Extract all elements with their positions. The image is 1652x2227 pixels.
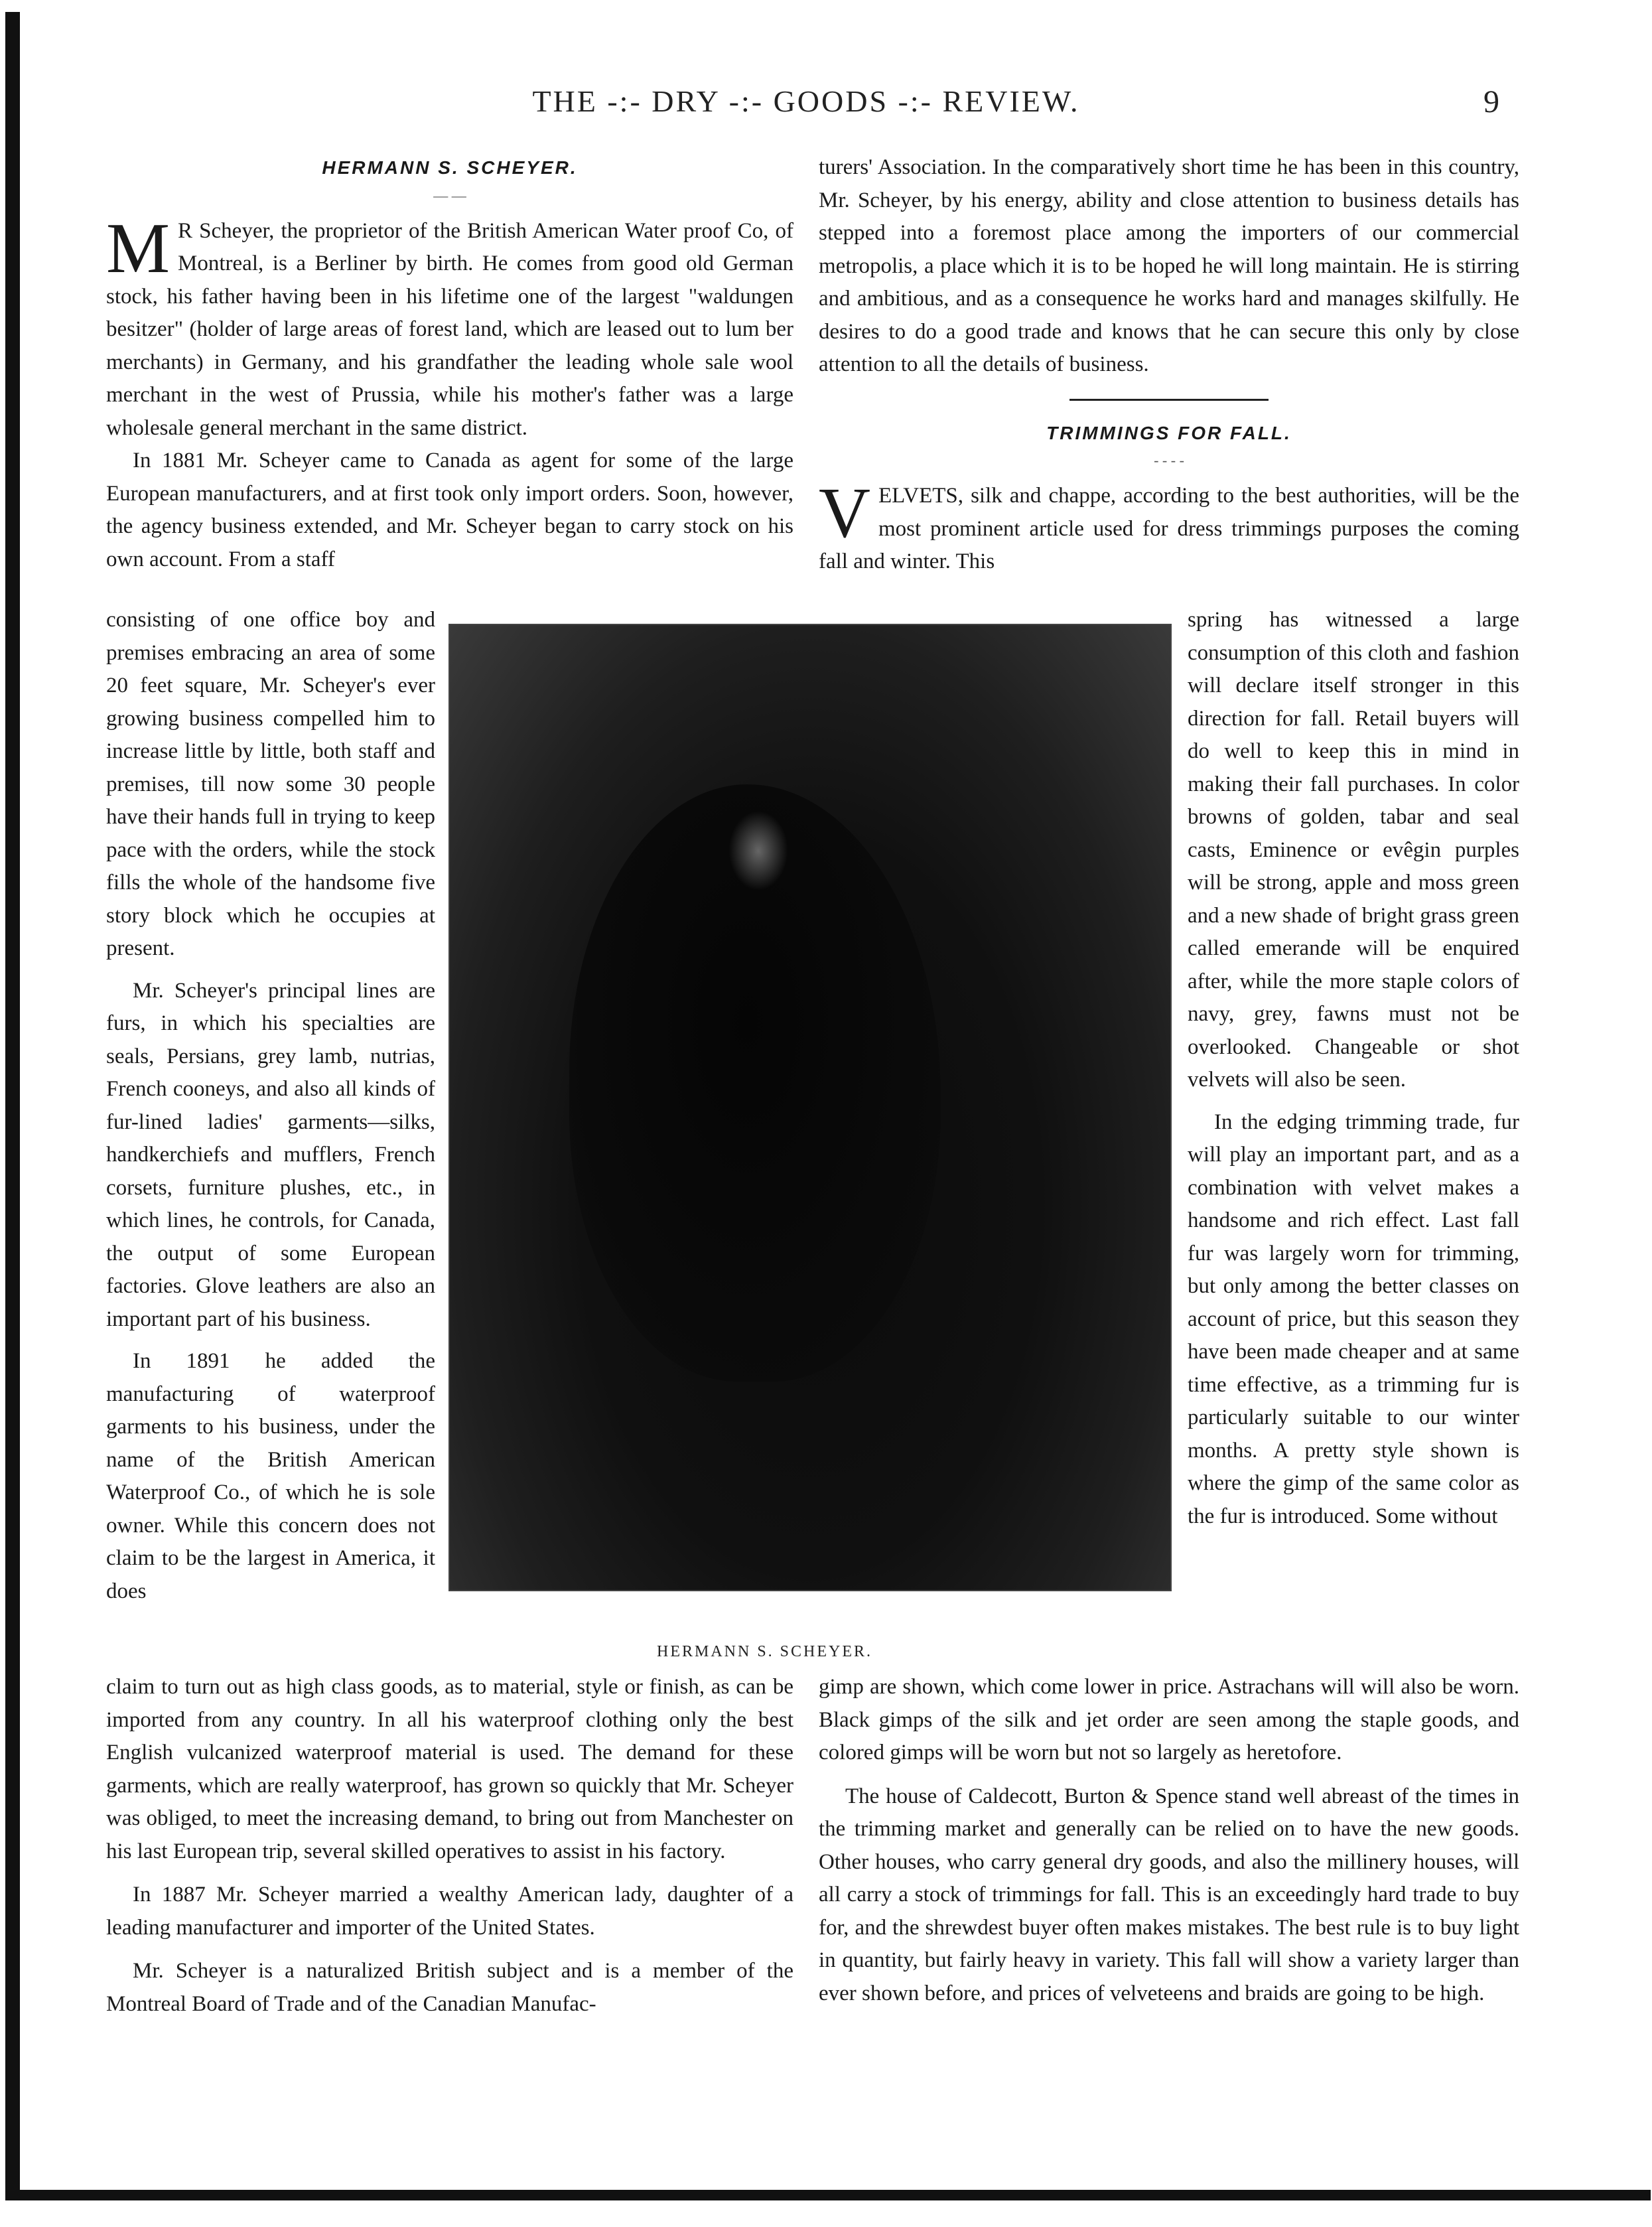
article2-narrow <box>1188 604 1519 1533</box>
article1-p2-rest: consisting of one office boy and premises embracing an area of some 20 feet square, Mr. Scheyer's ever growing business compelled him to increase little by little, both staff and premises, till now some 30 people have their hands full in trying to keep pace with the orders, while the stock fills the whole of the handsome five story block which he occupies at present. <box>106 608 435 960</box>
page-number: 9 <box>1483 84 1499 119</box>
article1-continuation: turers' Association. In the comparatively short time he has been in this country, Mr. Scheyer, by his energy, ability and close attention to business details has stepped into a foremost place among the importers of our commercial metropolis, a place which it is to be hoped he will long maintain. He is stirring and ambitious, and as a consequence he works hard and manages skilfully. He desires to do a good trade and knows that he can secure this only by close attention to all the details of business. <box>819 155 1519 376</box>
running-header: THE -:- DRY -:- GOODS -:- REVIEW. <box>532 84 1080 118</box>
photo-caption: HERMANN S. SCHEYER. <box>657 1643 873 1660</box>
title-dash: — — <box>433 186 466 204</box>
article1-p2-start: In 1881 Mr. Scheyer came to Canada as agent for some of the large European manufacturers, and at first took only import orders. Soon, however, the agency business extended, and Mr. Scheyer began to carry stock on his own account. From a staff <box>106 449 793 571</box>
binding-edge <box>5 12 20 2195</box>
portrait-highlight <box>728 811 788 891</box>
article1-bottom <box>106 1671 793 2021</box>
portrait-photo <box>448 624 1172 1591</box>
article1-intro: M R Scheyer, the proprietor of the British American Water proof Co, of Montreal, is a Berliner by birth. He comes from good old German stock, his father having been in his lifetime one of the largest "waldungen besitzer" (holder of large areas of forest land, which are leased out to lum ber merchants) in Germany, and his grandfather the leading whole sale wool merchant in the west of Prussia, while his mother's father was a large wholesale general merchant in the same district. <box>106 208 793 440</box>
article2-p3: The house of Caldecott, Burton & Spence stand well abreast of the times in the trimming market and generally can be relied on to have the new goods. Other houses, who carry general dry goods, and also the millinery houses, will all carry a stock of trimmings for fall. This is an exceedingly hard trade to buy for, and the shrewdest buyer often makes mistakes. The best rule is to buy light in quantity, but fairly heavy in variety. This fall will show a variety larger than ever shown before, and prices of velveteens and braids are going to be high. <box>819 1784 1519 2005</box>
article1-p4-start: In 1891 he added the manufacturing of waterproof garments to his business, under the name of the British American Waterproof Co., of which he is sole owner. While this concern does not claim to be the largest in America, it does <box>106 1349 435 1603</box>
article1-narrow <box>106 604 435 1608</box>
article2-p2-start: In the edging trimming trade, fur will play an important part, and as a combination with velvet makes a handsome and rich effect. Last fall fur was largely worn for trimming, but only among the better classes on account of price, but this season they have been made cheaper and at same time effective, as a trimming fur is particularly suitable to our winter months. A pretty style shown is where the gimp of the same color as the fur is introduced. Some without <box>1188 1110 1519 1528</box>
article1-p5: In 1887 Mr. Scheyer married a wealthy American lady, daughter of a leading manufacturer and importer of the United States. <box>106 1883 793 1940</box>
article1-p3: Mr. Scheyer's principal lines are furs, in which his specialties are seals, Persians, grey lamb, nutrias, French cooneys, and also all kinds of fur-lined ladies' garments—silks, handkerchiefs and mufflers, French corsets, furniture plushes, etc., in which lines, he controls, for Canada, the output of some European factories. Glove leathers are also an important part of his business. <box>106 978 435 1331</box>
article1-p4-rest: claim to turn out as high class goods, as to material, style or finish, as can be imported from any country. In all his waterproof clothing only the best English vulcanized waterproof material is used. The demand for these garments, which are really waterproof, has grown so quickly that Mr. Scheyer was obliged, to meet the increasing demand, to bring out from Manchester on his last European trip, several skilled operatives to assist in his factory. <box>106 1675 793 1863</box>
drop-cap-v: V <box>819 474 870 553</box>
article2-p1: spring has witnessed a large consumption of this cloth and fashion will declare itself stronger in this direction for fall. Retail buyers will do well to keep this in mind in making their fall purchases. In color browns of golden, tabar and seal casts, Eminence or evêgin purples will be strong, apple and moss green and a new shade of bright grass green called emerande will be enquired after, while the more staple colors of navy, grey, fawns must not be overlooked. Changeable or shot velvets will also be seen. <box>1188 608 1519 1092</box>
article2-p2-rest: gimp are shown, which come lower in price. Astrachans will will also be worn. Black gimps of the silk and jet order are seen among the staple goods, and colored gimps will be worn but not so largely as heretofore. <box>819 1675 1519 1764</box>
article2-bottom <box>819 1671 1519 2010</box>
article1-p6: Mr. Scheyer is a naturalized British subject and is a member of the Montreal Board of Trade and of the Canadian Manufac- <box>106 1959 793 2016</box>
drop-cap-m: M <box>106 208 171 288</box>
article2-title: TRIMMINGS FOR FALL. <box>1046 422 1292 443</box>
section-rule <box>1069 399 1269 401</box>
article1-title: HERMANN S. SCHEYER. <box>322 157 578 178</box>
article2-intro: VELVETS, silk and chappe, according to the best authorities, will be the most prominent article used for dress trimmings purposes the coming fall and winter. This <box>819 474 1519 573</box>
article1-continuation-block <box>819 151 1519 579</box>
bottom-border <box>5 2190 1651 2200</box>
title-dash-2: - - - - <box>1154 452 1184 468</box>
article1-top <box>106 151 793 576</box>
